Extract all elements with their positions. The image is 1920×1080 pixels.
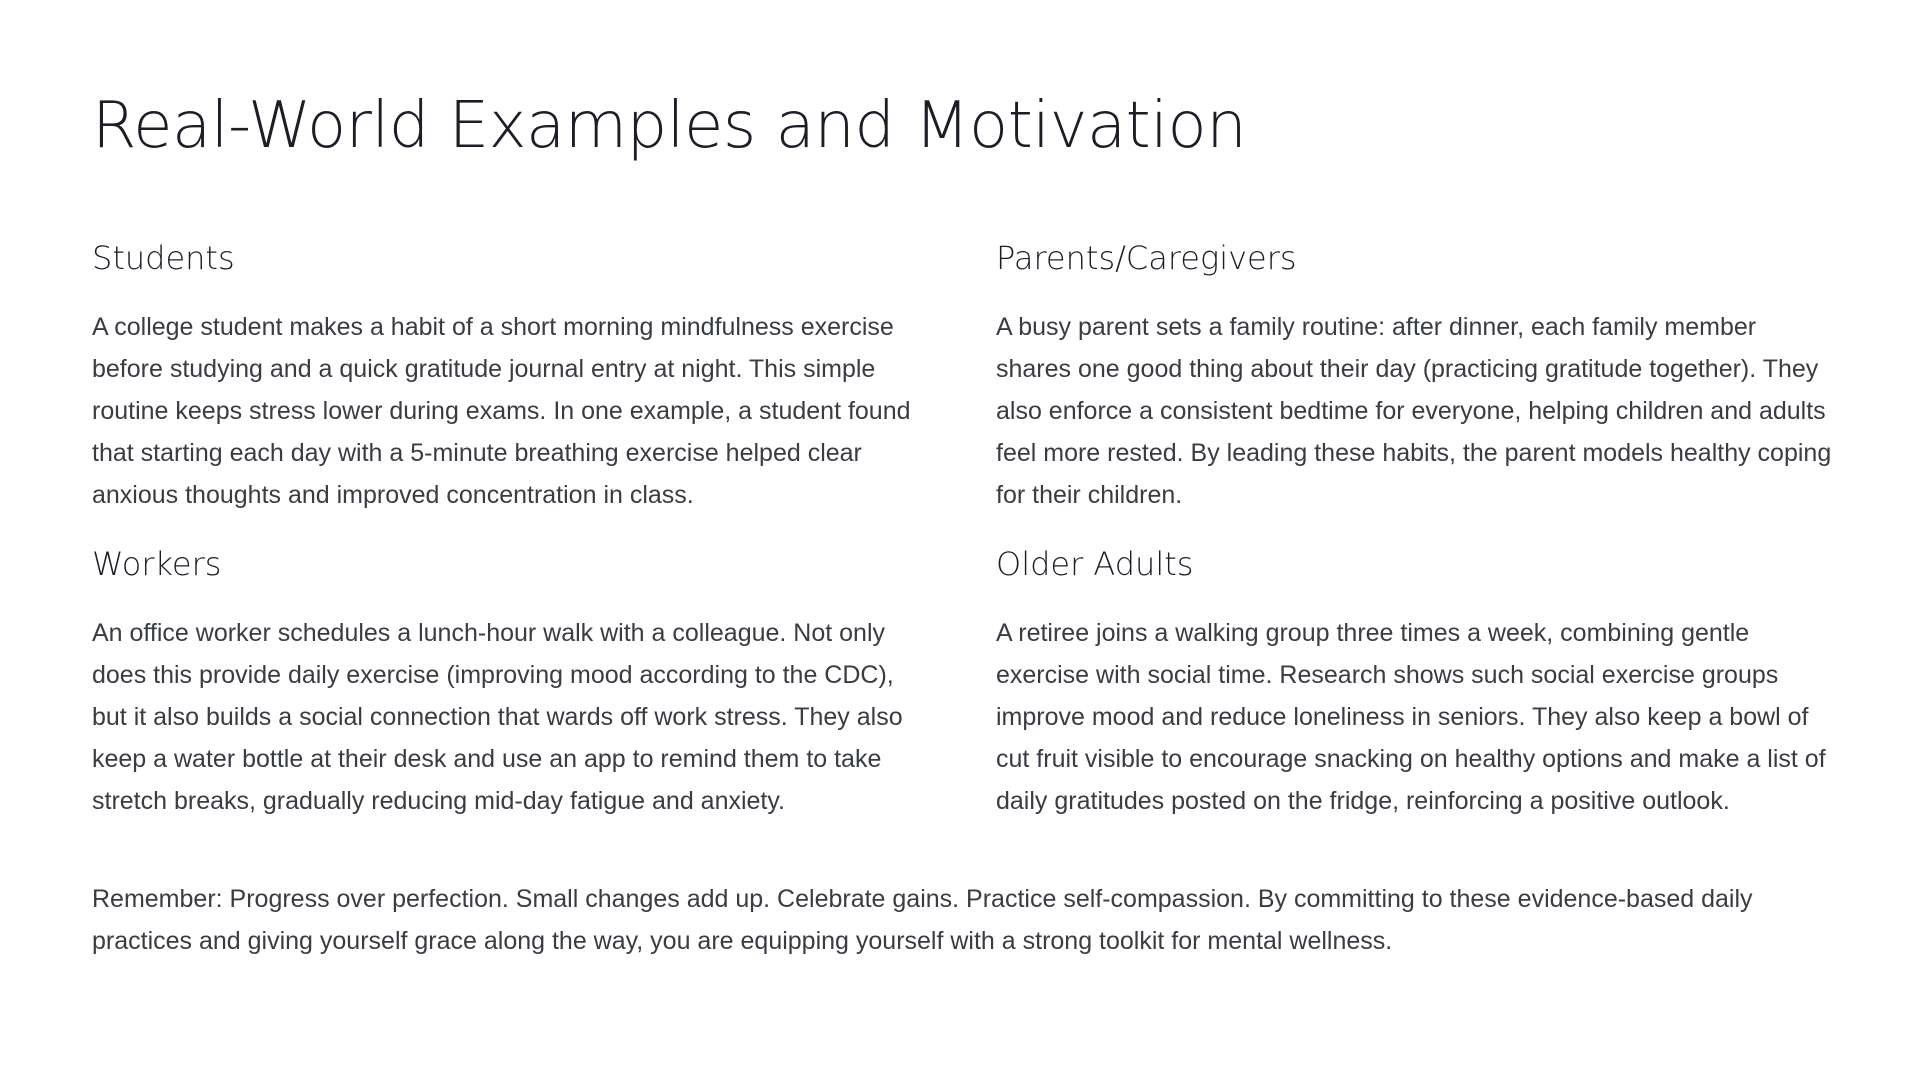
page-title: Real-World Examples and Motivation — [92, 89, 1247, 163]
section-body-parents: A busy parent sets a family routine: after dinner, each family member shares one good thing about their day (practicing gratitude together). They also enforce a consistent bedtime for everyone, helping children and adults feel more rested. By leading these habits, the parent models healthy coping for their children. — [996, 313, 1832, 509]
left-column — [92, 236, 928, 822]
section-parents — [996, 236, 1832, 516]
section-workers — [92, 542, 928, 822]
section-older-adults — [996, 542, 1832, 822]
right-column — [996, 236, 1832, 822]
section-body-workers: An office worker schedules a lunch-hour walk with a colleague. Not only does this provide daily exercise (improving mood according to the CDC), but it also builds a social connection that wards off work stress. They also keep a water bottle at their desk and use an app to remind them to take stretch breaks, gradually reducing mid-day fatigue and anxiety. — [92, 619, 903, 815]
section-heading-parents: Parents/Caregivers — [996, 239, 1297, 277]
remember-note: Remember: Progress over perfection. Small changes add up. Celebrate gains. Practice self-compassion. By committing to these evidence-based daily practices and giving yourself grace along the way, you are equipping yourself with a strong toolkit for mental wellness. — [92, 885, 1753, 955]
section-heading-older-adults: Older Adults — [996, 545, 1194, 583]
section-heading-workers: Workers — [92, 545, 222, 583]
section-students — [92, 236, 928, 516]
examples-grid — [92, 236, 1832, 822]
section-heading-students: Students — [92, 239, 235, 277]
section-body-older-adults: A retiree joins a walking group three times a week, combining gentle exercise with social time. Research shows such social exercise groups improve mood and reduce loneliness in seniors. They also keep a bowl of cut fruit visible to encourage snacking on healthy options and make a list of daily gratitudes posted on the fridge, reinforcing a positive outlook. — [996, 619, 1826, 815]
section-body-students: A college student makes a habit of a short morning mindfulness exercise before studying and a quick gratitude journal entry at night. This simple routine keeps stress lower during exams. In one example, a student found that starting each day with a 5-minute breathing exercise helped clear anxious thoughts and improved concentration in class. — [92, 313, 911, 509]
